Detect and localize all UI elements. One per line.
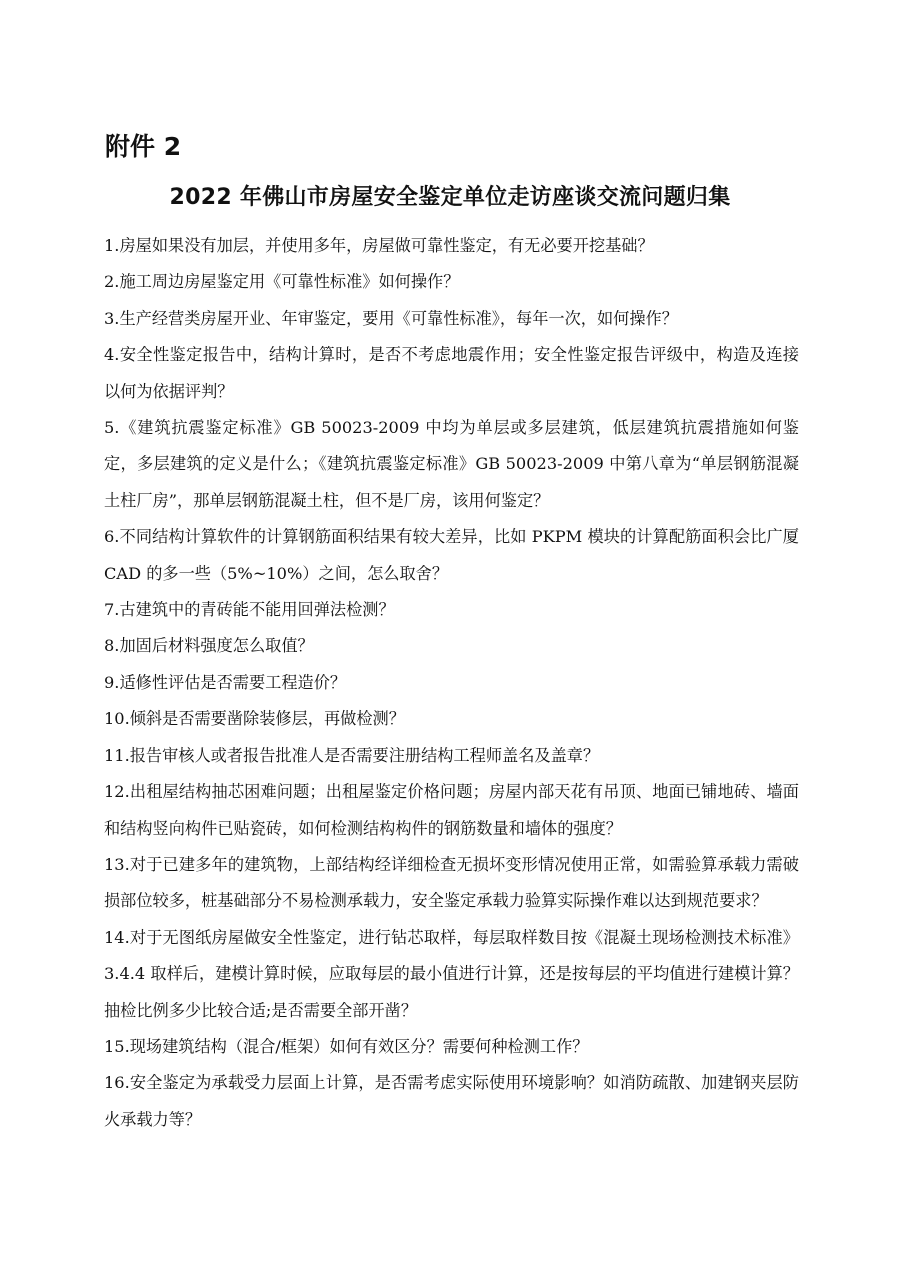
question-item: 16.安全鉴定为承载受力层面上计算，是否需考虑实际使用环境影响？如消防疏散、加建钢夹层防火承载力等？ [104, 1073, 799, 1129]
question-item: 5.《建筑抗震鉴定标准》GB 50023-2009 中均为单层或多层建筑，低层建筑抗震措施如何鉴定，多层建筑的定义是什么；《建筑抗震鉴定标准》GB 50023-2009 中第八章为“单层钢筋混凝土柱厂房”，那单层钢筋混凝土柱，但不是厂房，该用何鉴定？ [104, 418, 799, 510]
question-item: 3.生产经营类房屋开业、年审鉴定，要用《可靠性标准》，每年一次，如何操作？ [104, 308, 678, 328]
question-item: 8.加固后材料强度怎么取值？ [104, 636, 314, 656]
question-item: 1.房屋如果没有加层，并使用多年，房屋做可靠性鉴定，有无必要开挖基础？ [104, 236, 654, 255]
question-item: 6.不同结构计算软件的计算钢筋面积结果有较大差异，比如 PKPM 模块的计算配筋面积会比广厦 CAD 的多一些（5%~10%）之间，怎么取舍？ [104, 527, 799, 583]
question-item: 15.现场建筑结构（混合/框架）如何有效区分？需要何种检测工作？ [104, 1036, 589, 1056]
question-item: 10.倾斜是否需要凿除装修层，再做检测？ [104, 709, 405, 729]
question-item: 4.安全性鉴定报告中，结构计算时，是否不考虑地震作用；安全性鉴定报告评级中，构造及连接以何为依据评判？ [104, 345, 799, 401]
question-item: 11.报告审核人或者报告批准人是否需要注册结构工程师盖名及盖章？ [104, 745, 600, 765]
question-item: 13.对于已建多年的建筑物，上部结构经详细检查无损坏变形情况使用正常，如需验算承载力需破损部位较多，桩基础部分不易检测承载力，安全鉴定承载力验算实际操作难以达到规范要求？ [104, 854, 799, 911]
document-title: 2022 年佛山市房屋安全鉴定单位走访座谈交流问题归集 [169, 185, 731, 210]
question-item: 12.出租屋结构抽芯困难问题；出租屋鉴定价格问题；房屋内部天花有吊顶、地面已铺地砖、墙面和结构竖向构件已贴瓷砖，如何检测结构构件的钢筋数量和墙体的强度？ [104, 782, 799, 838]
question-item: 2.施工周边房屋鉴定用《可靠性标准》如何操作？ [104, 272, 460, 292]
question-list [104, 228, 799, 1138]
question-item: 14.对于无图纸房屋做安全性鉴定，进行钻芯取样，每层取样数目按《混凝土现场检测技术标准》3.4.4 取样后，建模计算时候，应取每层的最小值进行计算，还是按每层的平均值进行建模计算？抽检比例多少比较合适;是否需要全部开凿？ [104, 927, 799, 1020]
question-item: 7.古建筑中的青砖能不能用回弹法检测？ [104, 600, 395, 620]
question-item: 9.适修性评估是否需要工程造价？ [104, 672, 347, 692]
attachment-label: 附件 2 [105, 132, 182, 161]
